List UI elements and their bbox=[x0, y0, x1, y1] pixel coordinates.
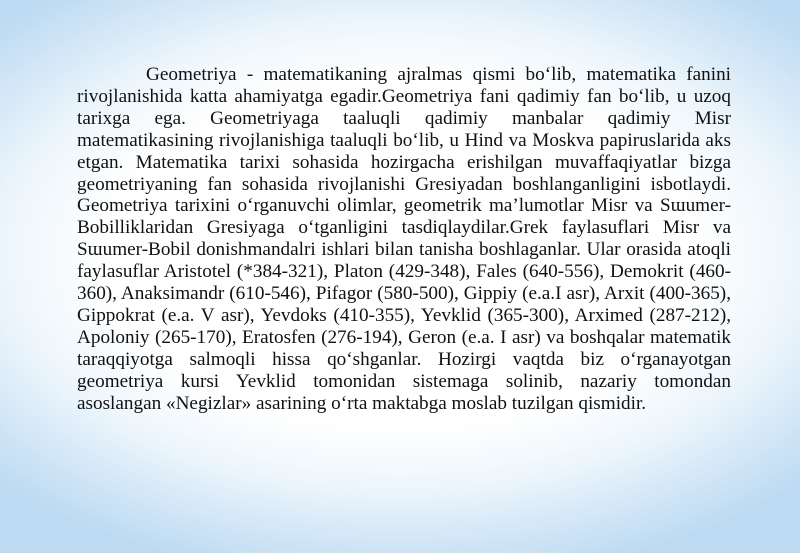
body-paragraph: Geometriya - matematikaning ajralmas qismi bo‘lib, matematika fanini rivojlanishida katta ahamiyatga egadir.Geometriya fani qadimiy fan bo‘lib, u uzoq tarixga ega. Geometriyaga taaluqli qadimiy manbalar qadimiy Misr matematikasining rivojlanishiga taaluqli bo‘lib, u Hind va Moskva papiruslarida aks etgan. Matematika tarixi sohasida hozirgacha erishilgan muvaffaqiyatlar bizga geometriyaning fan sohasida rivojlanishi Gresiyadan boshlanganligini isbotlaydi. Geometriya tarixini o‘rganuvchi olimlar, geometrik ma’lumotlar Misr va Sɯumer-Bobilliklaridan Gresiyaga o‘tganligini tasdiqlaydilar.Grek faylasuflari Misr va Sɯumer-Bobil donishmandalri ishlari bilan tanisha boshlaganlar. Ular orasida atoqli faylasuflar Aristotel (*384-321), Platon (429-348), Fales (640-556), Demokrit (460-360), Anaksimandr (610-546), Pifagor (580-500), Gippiy (e.a.I asr), Arxit (400-365), Gippokrat (e.a. V asr), Yevdoks (410-355), Yevklid (365-300), Arximed (287-212), Apoloniy (265-170), Eratosfen (276-194), Geron (e.a. I asr) va boshqalar matematik taraqqiyotga salmoqli hissa qo‘shganlar. Hozirgi vaqtda biz o‘rganayotgan geometriya kursi Yevklid tomonidan sistemaga solinib, nazariy tomondan asoslangan «Negizlar» asarining o‘rta maktabga moslab tuzilgan qismidir. bbox=[77, 64, 731, 414]
